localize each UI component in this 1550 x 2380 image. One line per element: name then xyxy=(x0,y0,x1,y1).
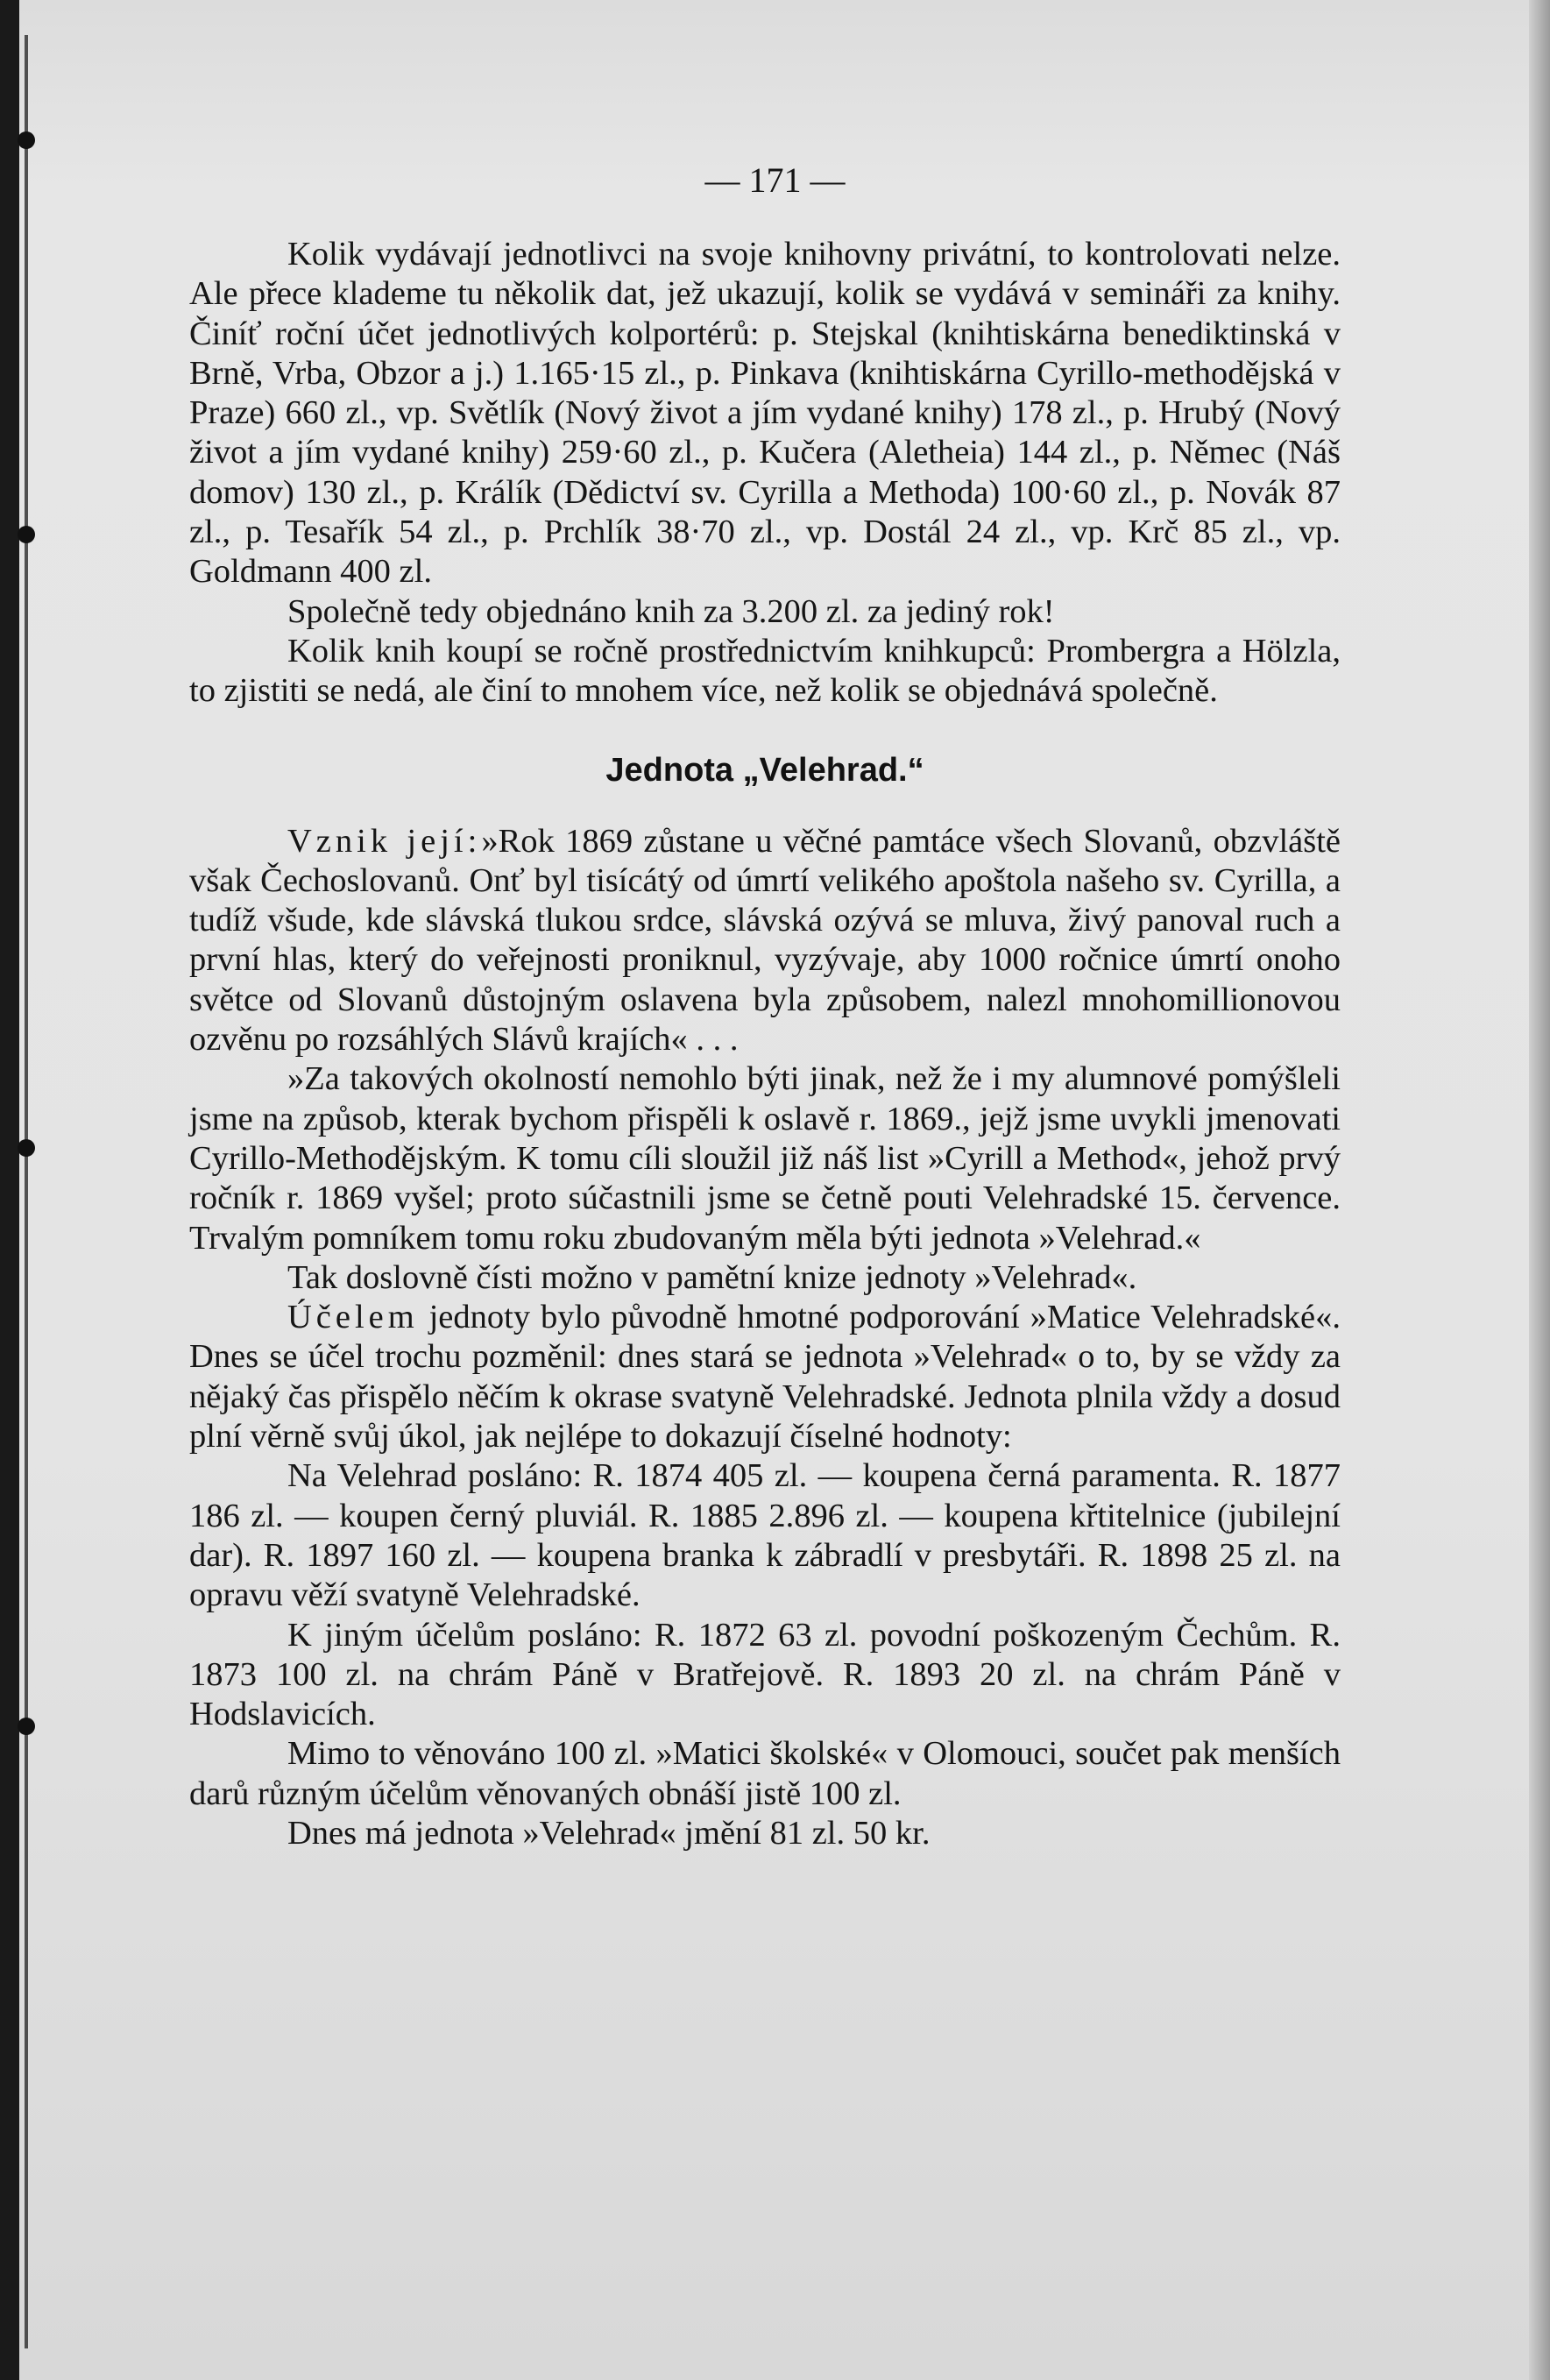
purpose-text: jednoty bylo původně hmotné podporování »Matice Velehradské«. Dnes se účel trochu pozměnil: dnes stará se jednota »Velehrad« o to, by se vždy za nějaký čas přispělo něčím k okrase svatyně Velehradské. Jednota plnila vždy a dosud plní věrně svůj úkol, jak nejlépe to dokazují číselné hodnoty: xyxy=(189,1299,1341,1456)
binding-hole-mark xyxy=(18,131,35,149)
binding-hole-mark xyxy=(18,526,35,543)
paragraph-memorial-book: Tak doslovně čísti možno v pamětní knize jednoty »Velehrad«. xyxy=(287,1258,1137,1296)
binding-hole-mark xyxy=(18,1718,35,1735)
paragraph-origin xyxy=(189,822,1341,1060)
scan-binding-line xyxy=(25,35,28,2348)
page-number: — 171 — xyxy=(704,160,846,200)
paragraph-bookshop-purchases: Kolik knih koupí se ročně prostřednictvím knihkupců: Prombergra a Hölzla, to zjistiti se nedá, ale činí to mnohem více, než kolik se objednává společně. xyxy=(189,632,1341,710)
scan-left-edge xyxy=(0,0,19,2380)
binding-hole-mark xyxy=(18,1139,35,1157)
paragraph-booksellers-accounts: Kolik vydávají jednotlivci na svoje knihovny privátní, to kontrolovati nelze. Ale přece klademe tu několik dat, jež ukazují, kolik se vydává v semináři za knihy. Činíť roční účet jednotlivých kolportérů: p. Stejskal (knihtiskárna benediktinská v Brně, Vrba, Obzor a j.) 1.165·15 zl., p. Pinkava (knihtiskárna Cyrillo-methodějská v Praze) 660 zl., vp. Světlík (Nový život a jím vydané knihy) 178 zl., p. Hrubý (Nový život a jím vydané knihy) 259·60 zl., p. Kučera (Aletheia) 144 zl., p. Němec (Náš domov) 130 zl., p. Králík (Dědictví sv. Cyrilla a Methoda) 100·60 zl., p. Novák 87 zl., p. Tesařík 54 zl., p. Prchlík 38·70 zl., vp. Dostál 24 zl., vp. Krč 85 zl., vp. Goldmann 400 zl. xyxy=(189,236,1341,591)
paragraph-donations: Mimo to věnováno 100 zl. »Matici školské« v Olomouci, součet pak menších darů různým účelům věnovaných obnáší jistě 100 zl. xyxy=(189,1735,1341,1812)
origin-lead: Vznik její: xyxy=(287,822,482,860)
paragraph-total-orders: Společně tedy objednáno knih za 3.200 zl. za jediný rok! xyxy=(287,592,1055,630)
paragraph-sent-to-velehrad: Na Velehrad posláno: R. 1874 405 zl. — koupena černá paramenta. R. 1877 186 zl. — koupen černý pluviál. R. 1885 2.896 zl. — koupena křtitelnice (jubilejní dar). R. 1897 160 zl. — koupena branka k zábradlí v presbytáři. R. 1898 25 zl. na opravu věží svatyně Velehradské. xyxy=(189,1457,1341,1614)
page-body xyxy=(189,235,1341,1853)
paragraph-purpose xyxy=(189,1298,1341,1456)
origin-text: »Rok 1869 zůstane u věčné pamtáce všech Slovanů, obzvláště však Čechoslovanů. Onť byl tisícátý od úmrtí velikého apoštola našeho sv. Cyrilla, a tudíž všude, kde slávská tlukou srdce, slávská ozývá se mluva, živý panoval ruch a první hlas, který do veřejnosti proniknul, vyzývaje, aby 1000 ročnice úmrtí onoho světce od Slovanů důstojným oslavena byla způsobem, nalezl mnohomillionovou ozvěnu po rozsáhlých Slávů krajích« . . . xyxy=(189,822,1341,1059)
scan-right-edge xyxy=(1529,0,1550,2380)
paragraph-alumni-commemoration: »Za takových okolností nemohlo býti jinak, než že i my alumnové pomýšleli jsme na způsob, kterak bychom přispěli k oslavě r. 1869., jejž jsme uvykli jmenovati Cyrillo-Methodějským. K tomu cíli sloužil již náš list »Cyrill a Method«, jehož prvý ročník r. 1869 vyšel; proto súčastnili jsme se četně pouti Velehradské 15. července. Trvalým pomníkem tomu roku zbudovaným měla býti jednota »Velehrad.« xyxy=(189,1060,1341,1257)
section-heading: Jednota „Velehrad.“ xyxy=(605,751,924,789)
paragraph-other-purposes: K jiným účelům posláno: R. 1872 63 zl. povodní poškozeným Čechům. R. 1873 100 zl. na chrám Páně v Bratřejově. R. 1893 20 zl. na chrám Páně v Hodslavicích. xyxy=(189,1616,1341,1733)
purpose-lead: Účelem xyxy=(287,1299,419,1336)
paragraph-current-assets: Dnes má jednota »Velehrad« jmění 81 zl. 50 kr. xyxy=(287,1814,931,1852)
